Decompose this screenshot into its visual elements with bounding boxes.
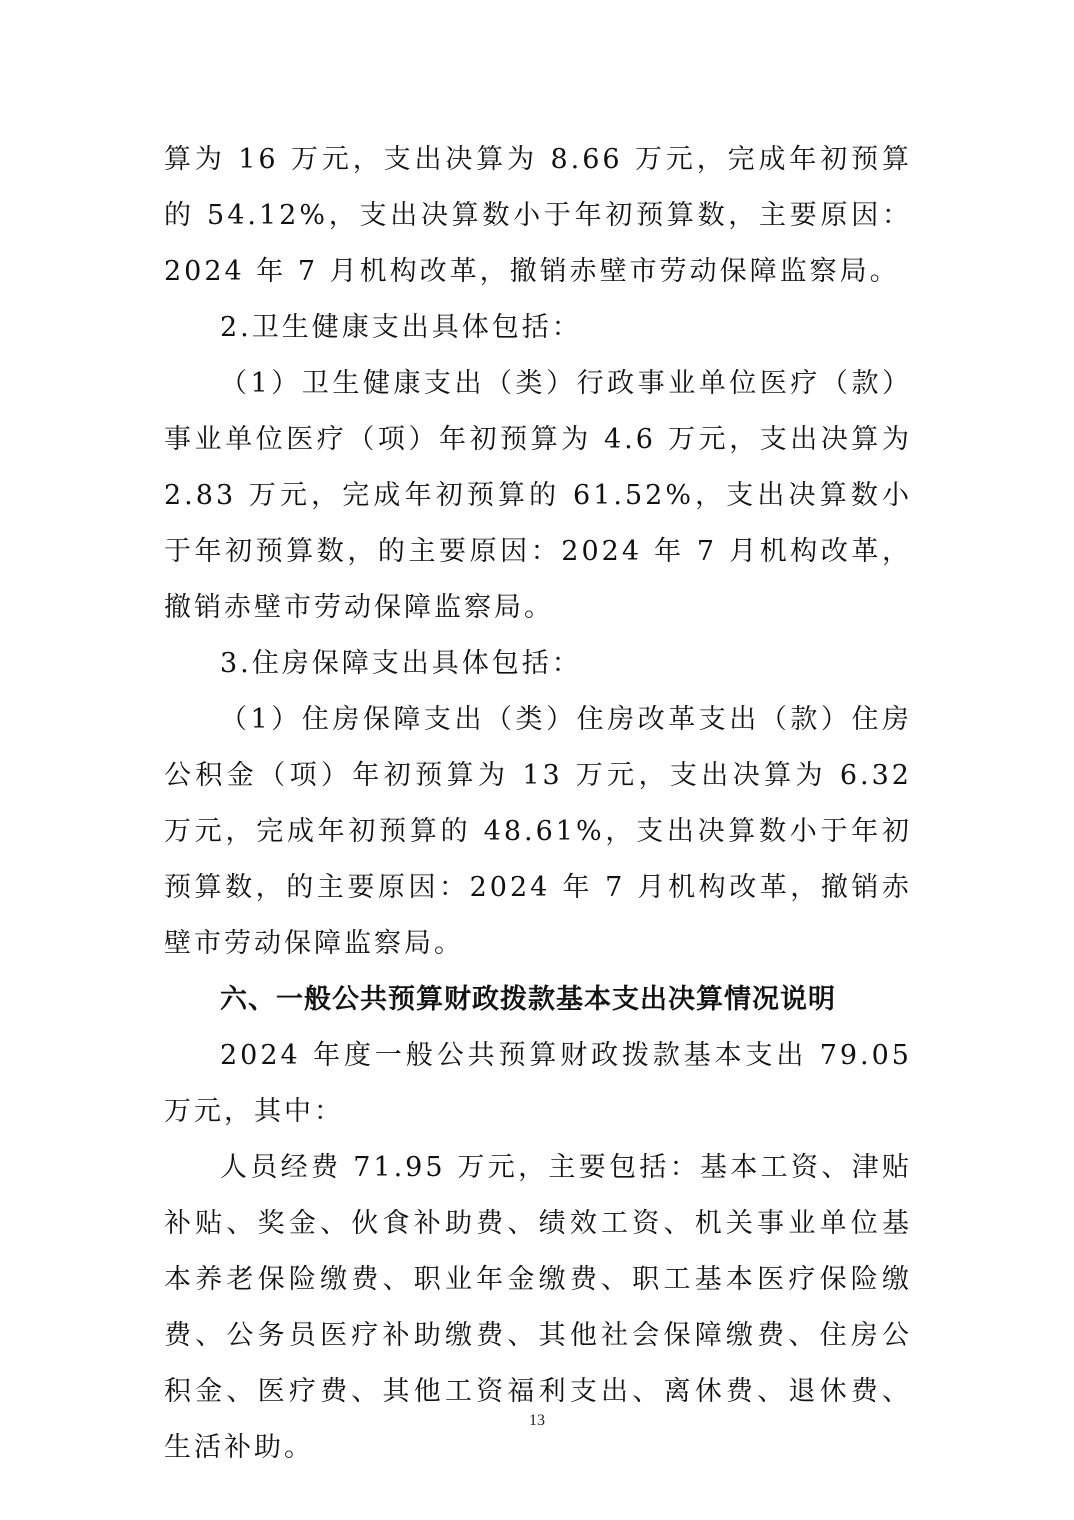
paragraph-housing-detail: （1）住房保障支出（类）住房改革支出（款）住房公积金（项）年初预算为 13 万元，支出决算为 6.32 万元，完成年初预算的 48.61%，支出决算数小于年初预算数，的主要原因：2024 年 7 月机构改革，撤销赤壁市劳动保障监察局。 [164,704,912,959]
section-heading: 六、一般公共预算财政拨款基本支出决算情况说明 [220,984,836,1015]
document-body [164,132,912,1476]
paragraph-personnel-expenses: 人员经费 71.95 万元，主要包括：基本工资、津贴补贴、奖金、伙食补助费、绩效工资、机关事业单位基本养老保险缴费、职业年金缴费、职工基本医疗保险缴费、公务员医疗补助缴费、其他社会保障缴费、住房公积金、医疗费、其他工资福利支出、离休费、退休费、生活补助。 [164,1152,912,1463]
paragraph-continued: 算为 16 万元，支出决算为 8.66 万元，完成年初预算的 54.12%，支出决算数小于年初预算数，主要原因：2024 年 7 月机构改革，撤销赤壁市劳动保障监察局。 [164,144,912,287]
subsection-health: 2.卫生健康支出具体包括： [220,312,582,343]
subsection-housing: 3.住房保障支出具体包括： [220,648,582,679]
paragraph-health-detail: （1）卫生健康支出（类）行政事业单位医疗（款）事业单位医疗（项）年初预算为 4.6 万元，支出决算为 2.83 万元，完成年初预算的 61.52%，支出决算数小于年初预算数，的主要原因：2024 年 7 月机构改革，撤销赤壁市劳动保障监察局。 [164,368,912,623]
page-number: 13 [529,1412,545,1429]
paragraph-basic-expenditure: 2024 年度一般公共预算财政拨款基本支出 79.05 万元，其中： [164,1040,912,1127]
